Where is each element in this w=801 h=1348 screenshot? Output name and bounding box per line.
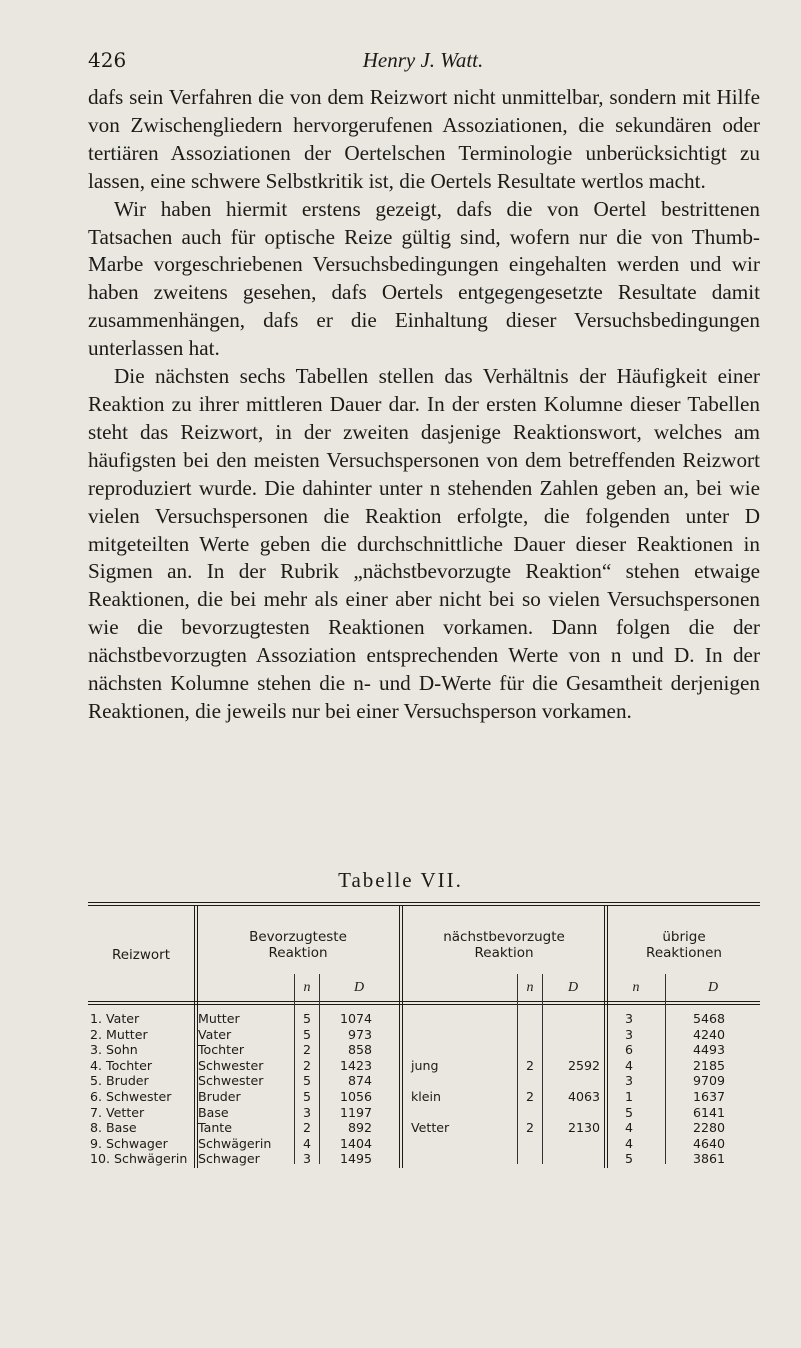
cell-reaktion: Schwager bbox=[198, 1151, 260, 1167]
paragraph-1: dafs sein Verfahren die von dem Reizwort nicht unmittelbar, sondern mit Hilfe von Zwischengliedern hervorgerufenen Assoziationen, die sekundären oder tertiären Assoziationen der Oertelschen Terminologie unberücksichtigt zu lassen, eine schwere Selbstkritik ist, die Oertels Resultate wertlos macht. bbox=[88, 85, 760, 193]
cell-reizwort: 3. Sohn bbox=[90, 1042, 138, 1058]
cell-reizwort: 9. Schwager bbox=[90, 1135, 168, 1151]
cell-uebrige-n: 3 bbox=[624, 1011, 633, 1026]
table-top-rule bbox=[88, 902, 760, 903]
table-row bbox=[88, 1090, 760, 1104]
header-reizwort: Reizwort bbox=[111, 947, 171, 963]
subheader-n: n bbox=[526, 980, 534, 995]
cell-naechst-n: 2 bbox=[525, 1089, 534, 1104]
cell-n: 2 bbox=[302, 1120, 311, 1136]
cell-d: 858 bbox=[347, 1042, 372, 1058]
table-title: Tabelle VII. bbox=[338, 868, 463, 892]
cell-uebrige-d: 5468 bbox=[692, 1011, 725, 1026]
header-bevorzugteste: Bevorzugteste bbox=[249, 929, 347, 945]
cell-reizwort: 7. Vetter bbox=[90, 1104, 145, 1120]
cell-uebrige-n: 4 bbox=[624, 1135, 633, 1151]
cell-uebrige-d: 3861 bbox=[692, 1151, 725, 1167]
cell-naechst-d: 2130 bbox=[567, 1120, 600, 1136]
cell-uebrige-d: 2280 bbox=[692, 1120, 725, 1136]
page-header bbox=[88, 48, 758, 76]
cell-reaktion: Tochter bbox=[198, 1042, 245, 1058]
cell-n: 2 bbox=[302, 1042, 311, 1058]
cell-uebrige-n: 4 bbox=[624, 1120, 633, 1136]
header-bevorzugteste-reaktion: Reaktion bbox=[268, 945, 328, 961]
cell-uebrige-n: 6 bbox=[624, 1042, 633, 1058]
cell-reaktion: Tante bbox=[198, 1120, 232, 1136]
cell-d: 1197 bbox=[339, 1104, 372, 1120]
header-uebrige-reaktionen: Reaktionen bbox=[646, 945, 722, 961]
cell-uebrige-d: 4240 bbox=[692, 1026, 725, 1042]
cell-reizwort: 8. Base bbox=[90, 1120, 137, 1136]
cell-n: 5 bbox=[302, 1089, 311, 1104]
body-text bbox=[88, 84, 760, 726]
cell-n: 5 bbox=[302, 1011, 311, 1026]
table-row bbox=[88, 1121, 760, 1135]
cell-reizwort: 2. Mutter bbox=[90, 1026, 148, 1042]
cell-n: 5 bbox=[302, 1026, 311, 1042]
cell-d: 1074 bbox=[339, 1011, 372, 1026]
cell-n: 4 bbox=[302, 1135, 311, 1151]
table-row bbox=[88, 1074, 760, 1088]
cell-uebrige-d: 6141 bbox=[692, 1104, 725, 1120]
cell-reaktion: Mutter bbox=[198, 1011, 240, 1026]
cell-naechst-reaktion: klein bbox=[411, 1089, 442, 1104]
table-row bbox=[88, 1137, 760, 1151]
cell-naechst-d: 4063 bbox=[567, 1089, 600, 1104]
header-naechstbevorzugte: nächstbevorzugte bbox=[443, 929, 565, 945]
cell-uebrige-n: 3 bbox=[624, 1073, 633, 1089]
cell-reaktion: Vater bbox=[198, 1026, 232, 1042]
cell-uebrige-d: 9709 bbox=[692, 1073, 725, 1089]
cell-uebrige-n: 5 bbox=[624, 1104, 633, 1120]
data-table bbox=[88, 902, 760, 1170]
cell-uebrige-n: 4 bbox=[624, 1057, 633, 1073]
table-row bbox=[88, 1028, 760, 1042]
cell-d: 973 bbox=[347, 1026, 372, 1042]
cell-naechst-reaktion: Vetter bbox=[411, 1120, 450, 1136]
cell-reaktion: Schwägerin bbox=[198, 1135, 272, 1151]
cell-uebrige-d: 4493 bbox=[692, 1042, 725, 1058]
paragraph-3: Die nächsten sechs Tabellen stellen das Verhältnis der Häufigkeit einer Reaktion zu ihrer mittleren Dauer dar. In der ersten Kolumne dieser Tabellen steht das Reizwort, in der zweiten dasjenige Reaktionswort, welches am häufigsten bei den meisten Versuchspersonen von dem betreffenden Reizwort reproduziert wurde. Die dahinter unter n stehenden Zahlen geben an, bei wie vielen Versuchspersonen die Reaktion erfolgte, die folgenden unter D mitgeteilten Werte geben die durchschnittliche Dauer dieser Reaktionen in Sigmen an. In der Rubrik „nächstbevorzugte Reaktion“ stehen etwaige Reaktionen, die bei mehr als einer aber nicht bei so vielen Versuchspersonen wie die bevorzugtesten Reaktionen vorkamen. Dann folgen die der nächstbevorzugten Assoziation entsprechenden Werte von n und D. In der nächsten Kolumne stehen die n- und D-Werte für die Gesamtheit derjenigen Reaktionen, die jeweils nur bei einer Versuchsperson vorkamen. bbox=[88, 364, 760, 723]
cell-d: 1423 bbox=[339, 1057, 372, 1073]
cell-naechst-d: 2592 bbox=[567, 1057, 600, 1073]
paragraph-2: Wir haben hiermit erstens gezeigt, dafs die von Oertel bestrittenen Tatsachen auch für optische Reize gültig sind, wofern nur die von Thumb-Marbe vorgeschriebenen Versuchsbedingungen eingehalten werden und wir haben zweitens gesehen, dafs Oertels entgegengesetzte Resultate damit zusammenhängen, dafs er die Einhaltung dieser Versuchsbedingungen unterlassen hat. bbox=[88, 196, 760, 361]
cell-reizwort: 6. Schwester bbox=[90, 1089, 172, 1104]
cell-reizwort: 1. Vater bbox=[90, 1011, 140, 1026]
header-rule bbox=[88, 1001, 760, 1002]
cell-reaktion: Schwester bbox=[198, 1073, 264, 1089]
table-row bbox=[88, 1152, 760, 1166]
cell-uebrige-n: 5 bbox=[624, 1151, 633, 1167]
cell-d: 1056 bbox=[339, 1089, 372, 1104]
header-rule-2 bbox=[88, 1004, 760, 1005]
cell-uebrige-n: 3 bbox=[624, 1026, 633, 1042]
cell-reizwort: 4. Tochter bbox=[90, 1057, 153, 1073]
cell-d: 1495 bbox=[339, 1151, 372, 1167]
header-uebrige: übrige bbox=[662, 929, 706, 945]
cell-naechst-reaktion: jung bbox=[411, 1057, 439, 1073]
cell-d: 1404 bbox=[339, 1135, 372, 1151]
subheader-d: D bbox=[567, 980, 579, 995]
cell-reaktion: Bruder bbox=[198, 1089, 241, 1104]
table-row bbox=[88, 1012, 760, 1026]
cell-n: 3 bbox=[302, 1104, 311, 1120]
cell-reizwort: 10. Schwägerin bbox=[90, 1151, 188, 1167]
cell-n: 2 bbox=[302, 1057, 311, 1073]
page-number: 426 bbox=[88, 48, 127, 72]
cell-reaktion: Base bbox=[198, 1104, 229, 1120]
cell-reizwort: 5. Bruder bbox=[90, 1073, 149, 1089]
table-row bbox=[88, 1059, 760, 1073]
cell-uebrige-n: 1 bbox=[624, 1089, 633, 1104]
cell-reaktion: Schwester bbox=[198, 1057, 264, 1073]
cell-d: 892 bbox=[347, 1120, 372, 1136]
subheader-d: D bbox=[707, 980, 719, 995]
table-row bbox=[88, 1043, 760, 1057]
cell-naechst-n: 2 bbox=[525, 1120, 534, 1136]
header-naechstbevorzugte-reaktion: Reaktion bbox=[474, 945, 534, 961]
cell-d: 874 bbox=[347, 1073, 372, 1089]
cell-n: 5 bbox=[302, 1073, 311, 1089]
table-top-rule-2 bbox=[88, 905, 760, 906]
cell-naechst-n: 2 bbox=[525, 1057, 534, 1073]
running-title: Henry J. Watt. bbox=[362, 48, 484, 72]
cell-uebrige-d: 1637 bbox=[692, 1089, 725, 1104]
cell-uebrige-d: 4640 bbox=[692, 1135, 725, 1151]
cell-uebrige-d: 2185 bbox=[692, 1057, 725, 1073]
table-row bbox=[88, 1106, 760, 1120]
subheader-n: n bbox=[303, 980, 311, 995]
cell-n: 3 bbox=[302, 1151, 311, 1167]
subheader-n: n bbox=[632, 980, 640, 995]
subheader-d: D bbox=[353, 980, 365, 995]
